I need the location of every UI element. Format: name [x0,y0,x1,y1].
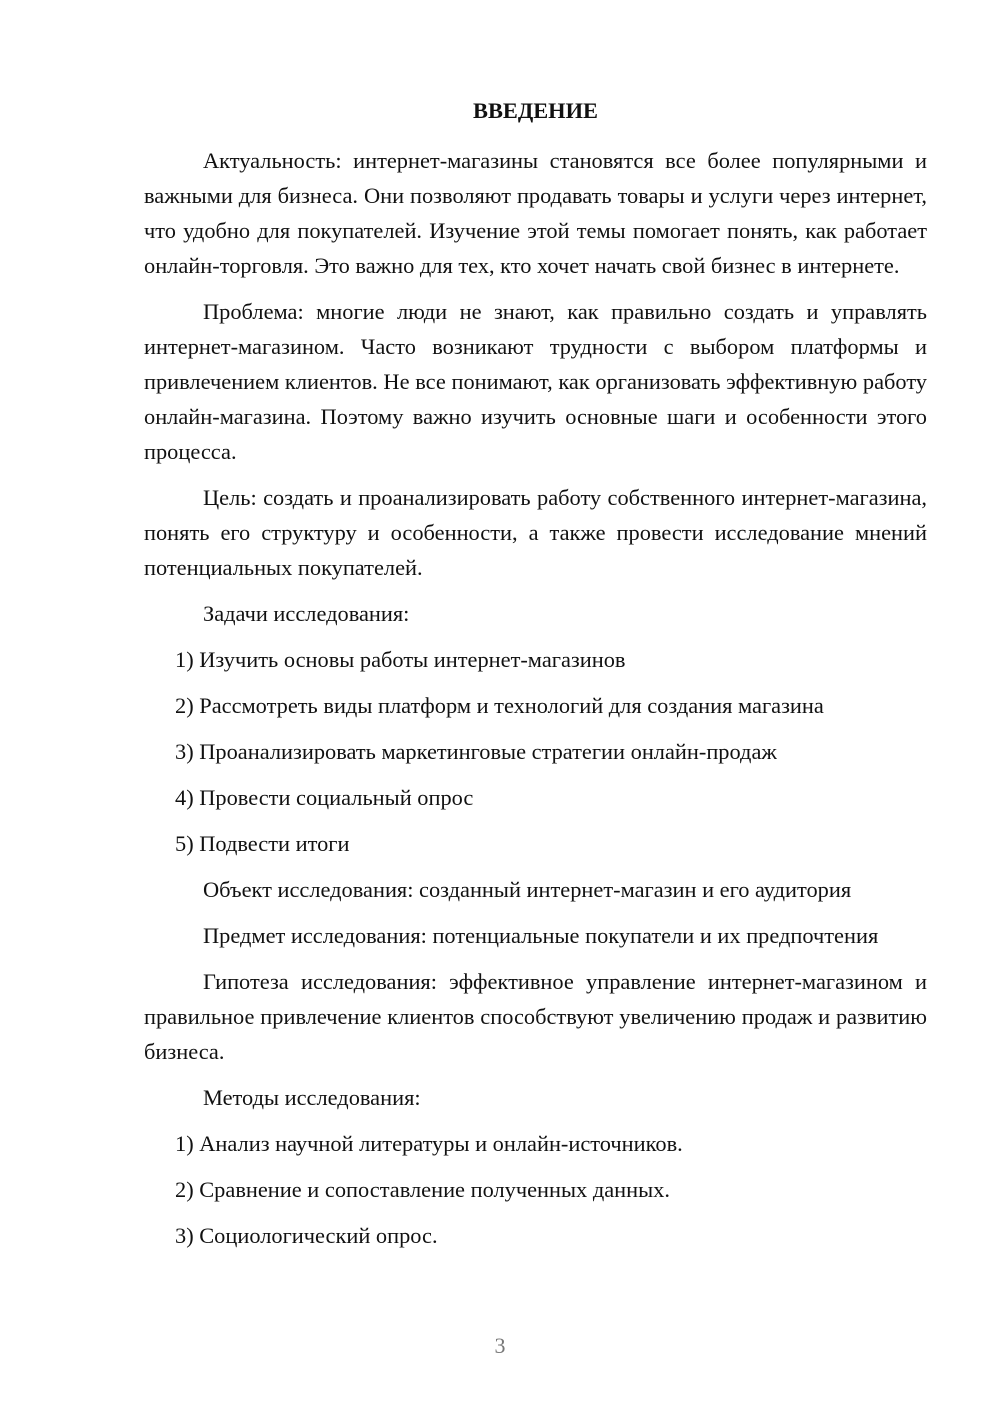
methods-heading: Методы исследования: [203,1085,421,1110]
list-item: 1) Анализ научной литературы и онлайн-источников. [175,1131,683,1156]
methods-list [144,1126,927,1253]
list-item: 2) Рассмотреть виды платформ и технологий для создания магазина [175,693,824,718]
subject-paragraph: Предмет исследования: потенциальные покупатели и их предпочтения [203,923,879,948]
list-item: 3) Проанализировать маркетинговые стратегии онлайн-продаж [175,739,777,764]
list-item: 3) Социологический опрос. [175,1223,438,1248]
tasks-heading: Задачи исследования: [203,601,410,626]
page-content [144,93,927,1264]
list-item: 4) Провести социальный опрос [175,785,474,810]
relevance-paragraph: Актуальность: интернет-магазины становятся все более популярными и важными для бизнеса. Они позволяют продавать товары и услуги через интернет, что удобно для покупателей. Изучение этой темы помогает понять, как работает онлайн-торговля. Это важно для тех, кто хочет начать свой бизнес в интернете. [144,148,927,278]
page-title: ВВЕДЕНИЕ [473,98,598,123]
tasks-list [144,642,927,861]
goal-paragraph: Цель: создать и проанализировать работу собственного интернет-магазина, понять его структуру и особенности, а также провести исследование мнений потенциальных покупателей. [144,485,927,580]
list-item: 1) Изучить основы работы интернет-магазинов [175,647,626,672]
list-item: 2) Сравнение и сопоставление полученных данных. [175,1177,670,1202]
list-item: 5) Подвести итоги [175,831,350,856]
page-number: 3 [494,1333,506,1358]
problem-paragraph: Проблема: многие люди не знают, как правильно создать и управлять интернет-магазином. Часто возникают трудности с выбором платформы и привлечением клиентов. Не все понимают, как организовать эффективную работу онлайн-магазина. Поэтому важно изучить основные шаги и особенности этого процесса. [144,299,927,464]
hypothesis-paragraph: Гипотеза исследования: эффективное управление интернет-магазином и правильное привлечение клиентов способствуют увеличению продаж и развитию бизнеса. [144,969,927,1064]
object-paragraph: Объект исследования: созданный интернет-магазин и его аудитория [203,877,852,902]
